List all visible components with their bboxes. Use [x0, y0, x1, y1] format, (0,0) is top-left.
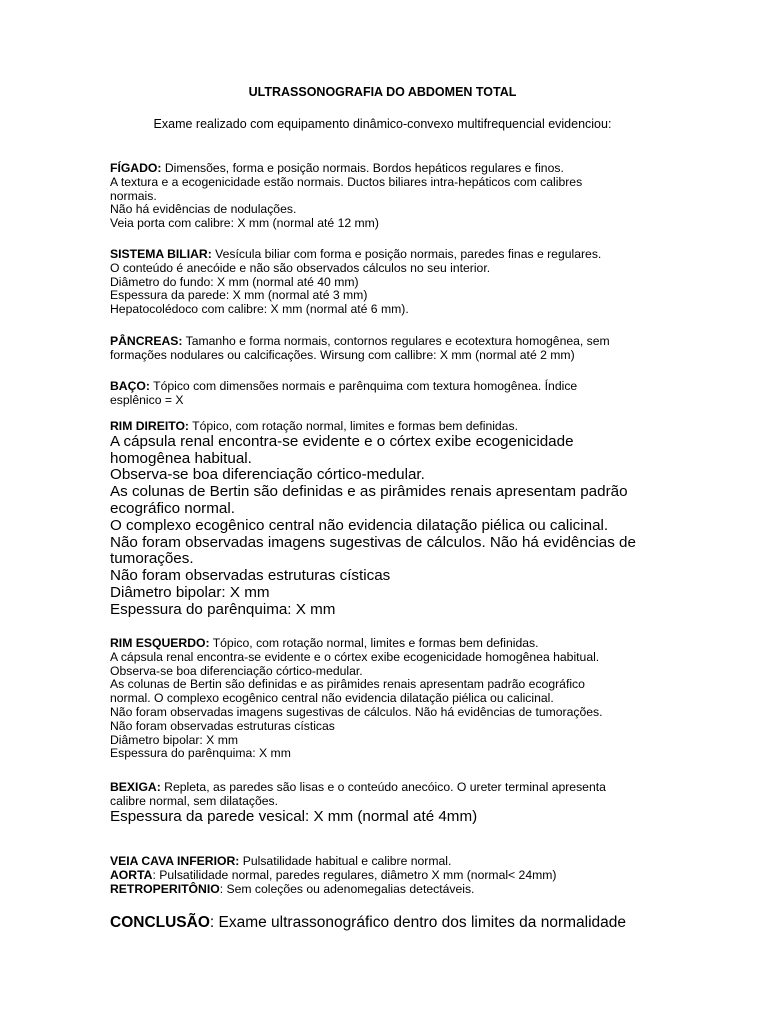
figado-line: Veia porta com calibre: X mm (normal até 12 mm) — [110, 216, 379, 231]
biliar-line: Vesícula biliar com forma e posição normais, paredes finas e regulares. — [211, 247, 602, 261]
rim-esquerdo-line: Não foram observadas imagens sugestivas de cálculos. Não há evidências de tumorações. — [110, 704, 603, 719]
bexiga-heading: BEXIGA: — [110, 780, 161, 794]
baco-line: Tópico com dimensões normais e parênquima com textura homogênea. Índice — [149, 379, 578, 393]
section-rim-esquerdo — [110, 637, 655, 761]
report-title: ULTRASSONOGRAFIA DO ABDOMEN TOTAL — [248, 85, 517, 99]
baco-heading: BAÇO: — [110, 379, 150, 393]
rim-direito-line: A cápsula renal encontra-se evidente e o córtex exibe ecogenicidade — [110, 432, 574, 450]
pancreas-line: Tamanho e forma normais, contornos regulares e ecotextura homogênea, sem — [182, 334, 610, 348]
rim-esquerdo-line: Diâmetro bipolar: X mm — [110, 732, 239, 747]
figado-heading: FÍGADO: — [110, 161, 162, 175]
rim-esquerdo-line: normal. O complexo ecogênico central não evidencia dilatação piélica ou calicinal. — [110, 691, 554, 706]
section-baco — [110, 380, 655, 408]
pancreas-heading: PÂNCREAS: — [110, 334, 183, 348]
section-vasos — [110, 855, 655, 896]
rim-direito-first: Tópico, com rotação normal, limites e formas bem definidas. — [189, 419, 518, 433]
biliar-heading: SISTEMA BILIAR: — [110, 247, 212, 261]
rim-direito-line: ecográfico normal. — [110, 499, 235, 517]
section-figado — [110, 162, 655, 231]
rim-direito-line: Diâmetro bipolar: X mm — [110, 583, 270, 601]
biliar-line: Espessura da parede: X mm (normal até 3 mm) — [110, 288, 368, 303]
figado-line: Dimensões, forma e posição normais. Bordos hepáticos regulares e finos. — [161, 161, 564, 175]
retroperitonio-heading: RETROPERITÔNIO — [110, 881, 220, 896]
figado-line: Não há evidências de nodulações. — [110, 202, 297, 217]
biliar-line: Hepatocolédoco com calibre: X mm (normal até 6 mm). — [110, 302, 409, 317]
rim-esquerdo-line: Observa-se boa diferenciação córtico-medular. — [110, 663, 363, 678]
rim-esquerdo-line: A cápsula renal encontra-se evidente e o córtex exibe ecogenicidade homogênea habitual. — [110, 649, 600, 664]
rim-esquerdo-line: Espessura do parênquima: X mm — [110, 746, 291, 761]
rim-esquerdo-line: Não foram observadas estruturas císticas — [110, 718, 335, 733]
bexiga-big-line: Espessura da parede vesical: X mm (normal até 4mm) — [110, 807, 478, 825]
rim-esquerdo-line: As colunas de Bertin são definidas e as pirâmides renais apresentam padrão ecográfico — [110, 677, 585, 692]
rim-esquerdo-line: Tópico, com rotação normal, limites e formas bem definidas. — [209, 636, 539, 650]
rim-esquerdo-heading: RIM ESQUERDO: — [110, 636, 210, 650]
rim-direito-line: Observa-se boa diferenciação córtico-medular. — [110, 466, 425, 484]
section-pancreas — [110, 335, 655, 363]
figado-line: A textura e a ecogenicidade estão normais. Ductos biliares intra-hepáticos com calibres — [110, 174, 583, 189]
retroperitonio-text: : Sem coleções ou adenomegalias detectáveis. — [219, 881, 475, 896]
veia-cava-text: Pulsatilidade habitual e calibre normal. — [239, 854, 452, 868]
bexiga-line: calibre normal, sem dilatações. — [110, 793, 278, 808]
section-rim-direito — [110, 420, 655, 619]
veia-cava-heading: VEIA CAVA INFERIOR: — [110, 854, 240, 868]
section-conclusao — [110, 914, 670, 932]
rim-direito-line: tumorações. — [110, 550, 194, 568]
rim-direito-line: As colunas de Bertin são definidas e as pirâmides renais apresentam padrão — [110, 483, 628, 501]
conclusao-heading: CONCLUSÃO — [110, 914, 210, 931]
rim-direito-line: Não foram observadas estruturas císticas — [110, 567, 391, 585]
biliar-line: O conteúdo é anecóide e não são observados cálculos no seu interior. — [110, 260, 491, 275]
rim-direito-line: O complexo ecogênico central não evidencia dilatação piélica ou calicinal. — [110, 516, 609, 534]
rim-direito-heading: RIM DIREITO: — [110, 419, 189, 433]
report-intro: Exame realizado com equipamento dinâmico-convexo multifrequencial evidenciou: — [153, 117, 612, 131]
aorta-heading: AORTA — [110, 867, 153, 882]
pancreas-line: formações nodulares ou calcificações. Wirsung com callibre: X mm (normal até 2 mm) — [110, 347, 575, 362]
baco-line: esplênico = X — [110, 392, 184, 407]
conclusao-text: : Exame ultrassonográfico dentro dos limites da normalidade — [209, 914, 627, 931]
section-sistema-biliar — [110, 248, 655, 317]
rim-direito-line: homogênea habitual. — [110, 449, 252, 467]
biliar-line: Diâmetro do fundo: X mm (normal até 40 mm) — [110, 274, 359, 289]
rim-direito-line: Espessura do parênquima: X mm — [110, 600, 336, 618]
figado-line: normais. — [110, 188, 157, 203]
bexiga-line: Repleta, as paredes são lisas e o conteúdo anecóico. O ureter terminal apresenta — [160, 780, 606, 794]
section-bexiga — [110, 781, 655, 825]
aorta-text: : Pulsatilidade normal, paredes regulares, diâmetro X mm (normal< 24mm) — [152, 867, 557, 882]
rim-direito-line: Não foram observadas imagens sugestivas de cálculos. Não há evidências de — [110, 533, 636, 551]
